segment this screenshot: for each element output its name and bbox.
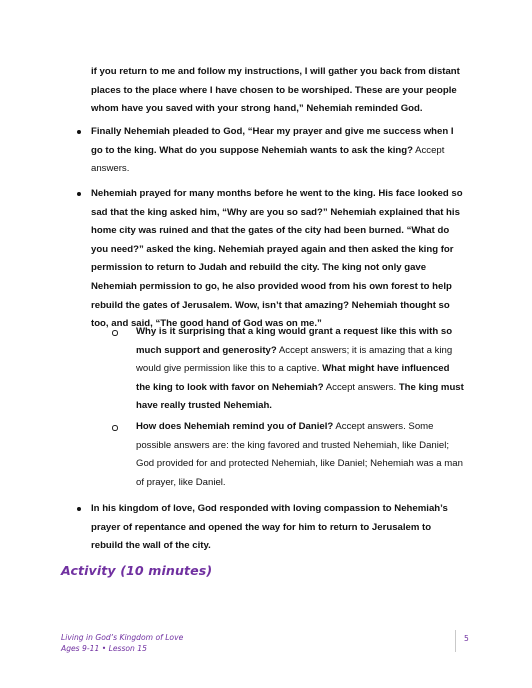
sub-2-question: How does Nehemiah remind you of Daniel? [136,421,334,432]
bullet-1-question: Finally Nehemiah pleaded to God, “Hear my prayer and give me success when I go to the king. What do you suppose Nehemiah wants to ask the king? [91,126,454,156]
bullet-1-instruction: Accept answers. [91,144,445,175]
bullet-3-text: In his kingdom of love, God responded with loving compassion to Nehemiah’s prayer of repentance and opened the way for him to return to Jerusalem to rebuild the wall of the city. [91,503,448,552]
sub-1-statement: The king must have really trusted Nehemiah. [136,381,464,412]
bullet-item-1 [91,123,463,179]
page-footer [61,632,183,654]
bullet-item-2 [91,185,463,334]
activity-heading: Activity (10 minutes) [61,563,213,578]
bullet-marker [77,507,81,511]
sub-bullet-marker [112,425,118,431]
intro-line-1: if you return to me and follow my instructions, I will gather you back from distant [91,66,460,77]
intro-line-2: places to the place where I have chosen to be worshiped. These are your people [91,84,457,96]
intro-paragraph [91,63,471,119]
footer-series-title: Living in God’s Kingdom of Love [61,633,184,642]
sub-bullet-item-2 [136,418,466,492]
footer-divider [455,630,456,652]
sub-1-answer-1: Accept answers; it is amazing that a king would give permission like this to a captive. [136,344,453,375]
sub-2-answer: Accept answers. Some possible answers are: the king favored and trusted Nehemiah, like Daniel; God provided for and protected Nehemiah, like Daniel; Nehemiah was a man of prayer, like Daniel. [136,421,463,488]
bullet-marker [77,130,81,134]
sub-1-question-1: Why is it surprising that a king would grant a request like this with so much support and generosity? [136,326,453,356]
intro-line-3: whom have you saved with your strong hand,” Nehemiah reminded God. [91,103,423,115]
sub-bullet-marker [112,330,118,336]
sub-1-answer-2: Accept answers. [323,381,399,393]
footer-lesson-info: Ages 9-11 • Lesson 15 [61,644,147,653]
sub-bullet-item-1 [136,323,466,416]
sub-1-question-2: What might have influenced the king to look with favor on Nehemiah? [136,363,450,393]
bullet-marker [77,192,81,196]
bullet-2-text: Nehemiah prayed for many months before he went to the king. His face looked so sad that the king asked him, “Why are you so sad?” Nehemiah explained that his home city was ruined and that the gates of the city had been burned. “What do you need?” asked the king. Nehemiah prayed again and then asked the king for permission to return to Judah and rebuild the city. The king not only gave Nehemiah permission to go, he also provided wood from his own forest to help rebuild the gates of Jerusalem. Wow, isn’t that amazing? Nehemiah thought so too, and said, “The good hand of God was on me.” [91,188,463,330]
bullet-item-3 [91,500,461,556]
page-number: 5 [464,634,469,643]
